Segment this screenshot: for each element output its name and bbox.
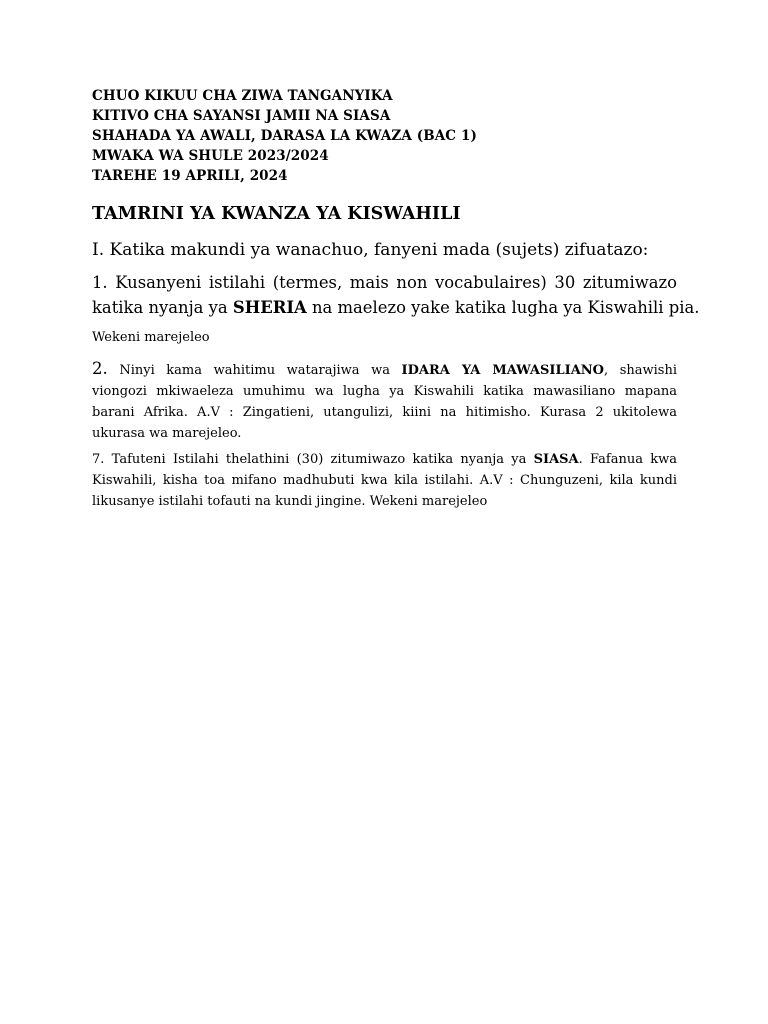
assignment-title: TAMRINI YA KWANZA YA KISWAHILI [92,204,461,224]
degree-class: SHAHADA YA AWALI, DARASA LA KWAZA (BAC 1) [92,128,477,144]
question-7 [92,449,677,512]
university-name: CHUO KIKUU CHA ZIWA TANGANYIKA [92,88,393,104]
question-2-line-2: viongozi mkiwaeleza umuhimu wa lugha ya Kiswahili katika mawasiliano mapana [92,384,677,399]
question-7-text-end: . Fafanua kwa [578,452,677,467]
question-7-keyword: SIASA [533,452,579,467]
question-2-line-4: ukurasa wa marejeleo. [92,426,242,441]
question-2-line-3: barani Afrika. A.V : Zingatieni, utangulizi, kiini na hitimisho. Kurasa 2 ukitolewa [92,405,677,420]
question-1 [92,270,700,320]
question-7-line-1 [92,449,677,470]
question-1-text: katika nyanja ya [92,298,233,317]
general-instruction: I. Katika makundi ya wanachuo, fanyeni mada (sujets) zifuatazo: [92,240,649,260]
question-7-text: 7. Tafuteni Istilahi thelathini (30) zitumiwazo katika nyanja ya [92,452,534,467]
references-note: Wekeni marejeleo [92,330,210,345]
question-7-line-3: likusanye istilahi tofauti na kundi jingine. Wekeni marejeleo [92,494,488,509]
document-date: TAREHE 19 APRILI, 2024 [92,168,288,184]
question-2-line-1 [92,358,677,381]
question-2-text-end: , shawishi [604,363,677,378]
question-2 [92,358,677,444]
faculty-name: KITIVO CHA SAYANSI JAMII NA SIASA [92,108,391,124]
question-7-line-2: Kiswahili, kisha toa mifano madhubuti kwa kila istilahi. A.V : Chunguzeni, kila kundi [92,473,677,488]
question-2-text: Ninyi kama wahitimu watarajiwa wa [107,363,402,378]
question-2-keyword: IDARA YA MAWASILIANO [401,363,605,378]
academic-year: MWAKA WA SHULE 2023/2024 [92,148,329,164]
question-1-line-2 [92,295,700,320]
question-1-keyword: SHERIA [232,298,307,317]
question-2-number: 2. [92,359,108,378]
document-header [92,86,692,186]
question-1-line-1: 1. Kusanyeni istilahi (termes, mais non vocabulaires) 30 zitumiwazo [92,273,677,292]
question-1-text-end: na maelezo yake katika lugha ya Kiswahili pia. [306,298,700,317]
